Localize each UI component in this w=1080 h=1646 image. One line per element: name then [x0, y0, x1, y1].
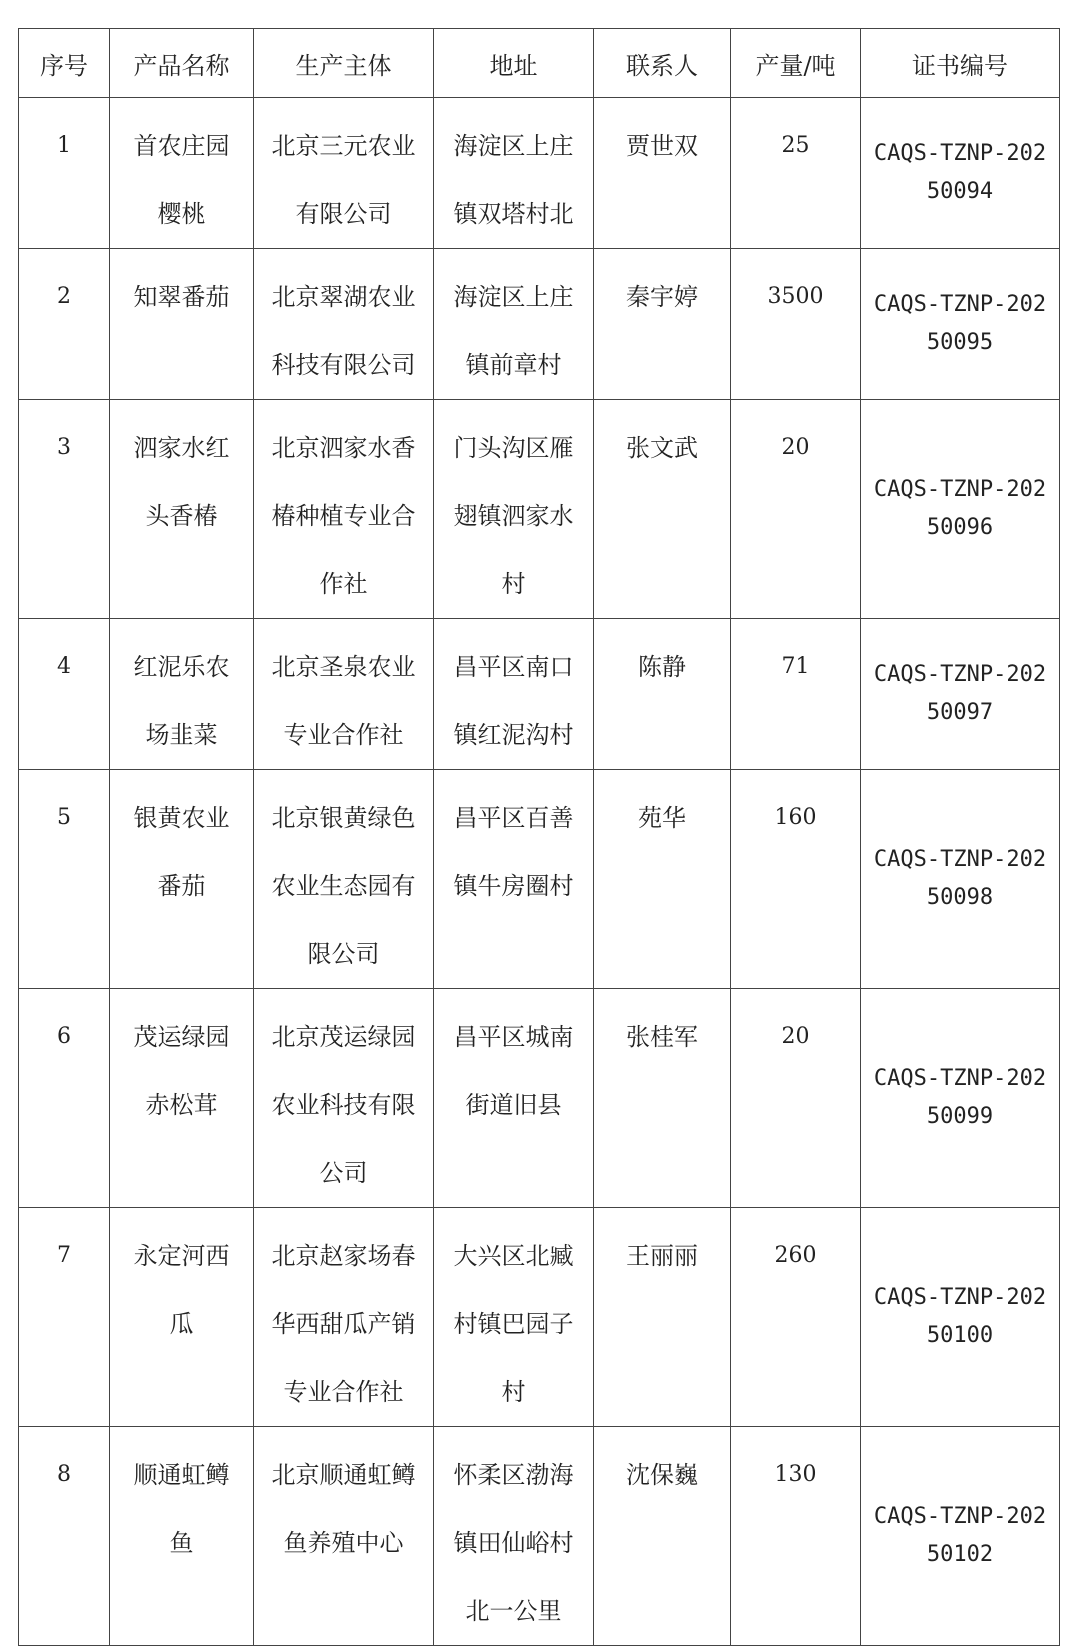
cell-contact [594, 619, 731, 770]
cell-product-content [110, 400, 253, 550]
header-cert: 证书编号 [861, 29, 1060, 98]
header-contact: 联系人 [594, 29, 731, 98]
cell-address-line: 村 [501, 1378, 526, 1406]
cell-producer-content [254, 1427, 433, 1577]
cert-number-line: CAQS-TZNP-202 [873, 1066, 1047, 1091]
cell-product-line: 场韭菜 [145, 721, 218, 749]
cert-number [874, 471, 1046, 547]
cell-product-content [110, 770, 253, 920]
table-row [19, 619, 1060, 770]
cell-product-line: 瓜 [169, 1310, 194, 1338]
cell-address-line: 镇双塔村北 [453, 200, 574, 228]
cell-no-line: 4 [57, 654, 71, 679]
cell-address-line: 镇田仙峪村 [453, 1529, 574, 1557]
cell-producer-line: 北京泗家水香 [271, 434, 416, 462]
cell-no-content [19, 1208, 109, 1290]
cell-producer-content [254, 989, 433, 1207]
cell-address-line: 北一公里 [465, 1597, 562, 1625]
cell-contact [594, 1427, 731, 1646]
cell-no-content [19, 98, 109, 180]
cell-address-line: 海淀区上庄 [453, 283, 574, 311]
cell-no-line: 1 [57, 133, 71, 158]
cell-address [434, 1208, 594, 1427]
cell-no-content [19, 1427, 109, 1509]
cert-number-line: 50095 [926, 330, 994, 355]
cell-address-line: 村 [501, 570, 526, 598]
cell-contact-line: 沈保巍 [626, 1461, 698, 1489]
header-producer: 生产主体 [254, 29, 434, 98]
cell-output-line: 20 [781, 435, 810, 460]
cell-product-content [110, 1208, 253, 1358]
cell-output [731, 989, 861, 1208]
table-row [19, 1208, 1060, 1427]
cert-number [874, 656, 1046, 732]
cell-address-line: 街道旧县 [465, 1091, 562, 1119]
cell-output-content [731, 619, 860, 701]
cell-no-content [19, 249, 109, 331]
cell-producer [254, 249, 434, 400]
cell-no [19, 619, 110, 770]
cell-address [434, 989, 594, 1208]
cell-producer-line: 北京三元农业 [271, 132, 416, 160]
cell-contact-content [594, 98, 730, 180]
cell-no [19, 400, 110, 619]
cell-producer-content [254, 619, 433, 769]
cell-producer [254, 770, 434, 989]
header-output: 产量/吨 [731, 29, 861, 98]
cell-output-line: 130 [774, 1462, 817, 1487]
cell-contact [594, 1208, 731, 1427]
cert-number-line: 50096 [926, 515, 994, 540]
cell-output-line: 3500 [767, 284, 824, 309]
cell-contact-content [594, 770, 730, 852]
cell-contact-line: 王丽丽 [626, 1242, 698, 1270]
cell-contact-line: 张桂军 [626, 1023, 698, 1051]
cell-product-line: 泗家水红 [133, 434, 230, 462]
cell-product-line: 首农庄园 [133, 132, 230, 160]
cell-product [110, 989, 254, 1208]
cert-number [874, 135, 1046, 211]
cell-producer-line: 北京翠湖农业 [271, 283, 416, 311]
cert-number [874, 1060, 1046, 1136]
cell-no-content [19, 770, 109, 852]
cell-producer-line: 农业生态园有 [271, 872, 416, 900]
cell-address-line: 镇前章村 [465, 351, 562, 379]
cell-no-line: 6 [57, 1024, 71, 1049]
cell-producer [254, 1427, 434, 1646]
cert-number-line: CAQS-TZNP-202 [873, 141, 1047, 166]
cell-address-content [434, 770, 593, 920]
cell-contact-content [594, 619, 730, 701]
cell-contact [594, 249, 731, 400]
cell-product [110, 400, 254, 619]
cell-address [434, 619, 594, 770]
cert-number [874, 841, 1046, 917]
cell-address [434, 249, 594, 400]
cell-output-line: 160 [774, 805, 817, 830]
cell-no-line: 8 [57, 1462, 71, 1487]
cell-output [731, 1427, 861, 1646]
cell-address-line: 怀柔区渤海 [453, 1461, 574, 1489]
cell-output-line: 20 [781, 1024, 810, 1049]
cell-product [110, 1427, 254, 1646]
cell-product-line: 银黄农业 [133, 804, 230, 832]
cell-producer-line: 华西甜瓜产销 [271, 1310, 416, 1338]
cell-contact-line: 秦宇婷 [626, 283, 698, 311]
cert-number-line: 50098 [926, 885, 994, 910]
cell-product-line: 头香椿 [145, 502, 218, 530]
cell-address [434, 400, 594, 619]
cell-cert [861, 98, 1060, 249]
cell-contact-content [594, 1427, 730, 1509]
header-row [19, 29, 1060, 98]
cell-no-line: 7 [57, 1243, 71, 1268]
cell-producer-line: 公司 [319, 1159, 368, 1187]
cert-number [874, 1498, 1046, 1574]
cell-product-line: 鱼 [169, 1529, 194, 1557]
cell-producer-content [254, 400, 433, 618]
cell-no [19, 1427, 110, 1646]
cell-address [434, 1427, 594, 1646]
cell-producer-line: 北京赵家场春 [271, 1242, 416, 1270]
cert-number-line: CAQS-TZNP-202 [873, 477, 1047, 502]
cell-contact [594, 400, 731, 619]
cell-product-line: 红泥乐农 [133, 653, 230, 681]
cell-contact [594, 989, 731, 1208]
cell-producer-line: 北京茂运绿园 [271, 1023, 416, 1051]
cell-producer-content [254, 98, 433, 248]
cell-contact-content [594, 1208, 730, 1290]
cell-address-content [434, 98, 593, 248]
cell-no [19, 989, 110, 1208]
cell-producer-line: 椿种植专业合 [271, 502, 416, 530]
cell-product [110, 98, 254, 249]
cert-number-line: 50094 [926, 179, 994, 204]
cell-producer-content [254, 249, 433, 399]
cell-address-content [434, 989, 593, 1139]
certificate-table [18, 28, 1060, 1646]
cell-no [19, 98, 110, 249]
cell-producer-line: 有限公司 [295, 200, 392, 228]
cell-contact-line: 苑华 [638, 804, 686, 832]
cell-product-line: 顺通虹鳟 [133, 1461, 230, 1489]
cell-producer-line: 北京银黄绿色 [271, 804, 416, 832]
cell-address [434, 770, 594, 989]
table-row [19, 400, 1060, 619]
cell-address-content [434, 1427, 593, 1645]
table-row [19, 249, 1060, 400]
cell-address [434, 98, 594, 249]
cell-output [731, 1208, 861, 1427]
cell-producer-line: 鱼养殖中心 [283, 1529, 404, 1557]
cell-product [110, 770, 254, 989]
cell-output-line: 25 [781, 133, 810, 158]
cell-no-content [19, 619, 109, 701]
cert-number-line: 50099 [926, 1104, 994, 1129]
cert-number-line: CAQS-TZNP-202 [873, 847, 1047, 872]
cell-cert [861, 249, 1060, 400]
cell-output-content [731, 1208, 860, 1290]
cell-address-content [434, 619, 593, 769]
cell-output [731, 770, 861, 989]
cell-product [110, 619, 254, 770]
cell-address-line: 镇红泥沟村 [453, 721, 574, 749]
header-address: 地址 [434, 29, 594, 98]
cell-output [731, 249, 861, 400]
cell-output-content [731, 98, 860, 180]
cell-cert [861, 1208, 1060, 1427]
cell-output-content [731, 400, 860, 482]
cell-address-line: 大兴区北臧 [453, 1242, 574, 1270]
cell-producer-line: 农业科技有限 [271, 1091, 416, 1119]
cell-contact-line: 陈静 [638, 653, 686, 681]
cell-address-line: 海淀区上庄 [453, 132, 574, 160]
cell-product-content [110, 989, 253, 1139]
cell-producer-line: 限公司 [307, 940, 380, 968]
cert-number-line: CAQS-TZNP-202 [873, 662, 1047, 687]
cell-product-content [110, 98, 253, 248]
cell-contact [594, 98, 731, 249]
cell-output-content [731, 989, 860, 1071]
cert-number-line: 50102 [926, 1542, 994, 1567]
cell-cert [861, 770, 1060, 989]
cell-no-line: 2 [57, 284, 71, 309]
cell-no [19, 1208, 110, 1427]
cell-product-line: 茂运绿园 [133, 1023, 230, 1051]
cell-output-content [731, 249, 860, 331]
cell-contact-line: 贾世双 [626, 132, 698, 160]
cell-producer-line: 北京圣泉农业 [271, 653, 416, 681]
cert-number-line: 50100 [926, 1323, 994, 1348]
cell-contact-line: 张文武 [626, 434, 698, 462]
cell-cert [861, 989, 1060, 1208]
cell-no-line: 3 [57, 435, 71, 460]
cell-cert [861, 619, 1060, 770]
cell-output [731, 98, 861, 249]
cell-producer [254, 98, 434, 249]
cell-producer-line: 北京顺通虹鳟 [271, 1461, 416, 1489]
cell-address-content [434, 249, 593, 399]
cell-producer-content [254, 770, 433, 988]
cert-number-line: CAQS-TZNP-202 [873, 292, 1047, 317]
cell-product-content [110, 619, 253, 769]
cell-output [731, 619, 861, 770]
cell-product-line: 赤松茸 [145, 1091, 218, 1119]
cell-cert [861, 400, 1060, 619]
cell-producer-content [254, 1208, 433, 1426]
header-product: 产品名称 [110, 29, 254, 98]
cell-output-line: 260 [774, 1243, 817, 1268]
cell-producer-line: 专业合作社 [283, 721, 404, 749]
cert-number-line: CAQS-TZNP-202 [873, 1285, 1047, 1310]
cell-product-content [110, 1427, 253, 1577]
cell-output-content [731, 1427, 860, 1509]
cell-output [731, 400, 861, 619]
cell-producer [254, 619, 434, 770]
cell-no-content [19, 989, 109, 1071]
cell-producer [254, 989, 434, 1208]
cell-address-line: 门头沟区雁 [453, 434, 574, 462]
cell-product-line: 番茄 [157, 872, 206, 900]
cell-address-content [434, 400, 593, 618]
cell-product [110, 249, 254, 400]
cell-product-line: 樱桃 [157, 200, 206, 228]
table-row [19, 1427, 1060, 1646]
cell-contact [594, 770, 731, 989]
cell-producer [254, 400, 434, 619]
cell-product-content [110, 249, 253, 331]
cell-product-line: 永定河西 [133, 1242, 230, 1270]
table-row [19, 770, 1060, 989]
cell-address-line: 翅镇泗家水 [453, 502, 574, 530]
cell-address-line: 镇牛房圈村 [453, 872, 574, 900]
cell-address-line: 村镇巴园子 [453, 1310, 574, 1338]
cell-output-content [731, 770, 860, 852]
cell-cert [861, 1427, 1060, 1646]
table-row [19, 989, 1060, 1208]
cell-producer-line: 科技有限公司 [271, 351, 416, 379]
cell-address-content [434, 1208, 593, 1426]
cert-number [874, 1279, 1046, 1355]
cell-no [19, 249, 110, 400]
cell-address-line: 昌平区南口 [453, 653, 574, 681]
header-no: 序号 [19, 29, 110, 98]
cert-number [874, 286, 1046, 362]
cell-no [19, 770, 110, 989]
cell-producer [254, 1208, 434, 1427]
cell-contact-content [594, 249, 730, 331]
cell-address-line: 昌平区城南 [453, 1023, 574, 1051]
cell-producer-line: 作社 [319, 570, 368, 598]
cell-producer-line: 专业合作社 [283, 1378, 404, 1406]
cell-product-line: 知翠番茄 [133, 283, 230, 311]
table-row [19, 98, 1060, 249]
cert-number-line: 50097 [926, 700, 994, 725]
cell-product [110, 1208, 254, 1427]
cert-number-line: CAQS-TZNP-202 [873, 1504, 1047, 1529]
cell-contact-content [594, 989, 730, 1071]
cell-output-line: 71 [781, 654, 810, 679]
cell-no-content [19, 400, 109, 482]
cell-contact-content [594, 400, 730, 482]
cell-no-line: 5 [57, 805, 71, 830]
cell-address-line: 昌平区百善 [453, 804, 574, 832]
